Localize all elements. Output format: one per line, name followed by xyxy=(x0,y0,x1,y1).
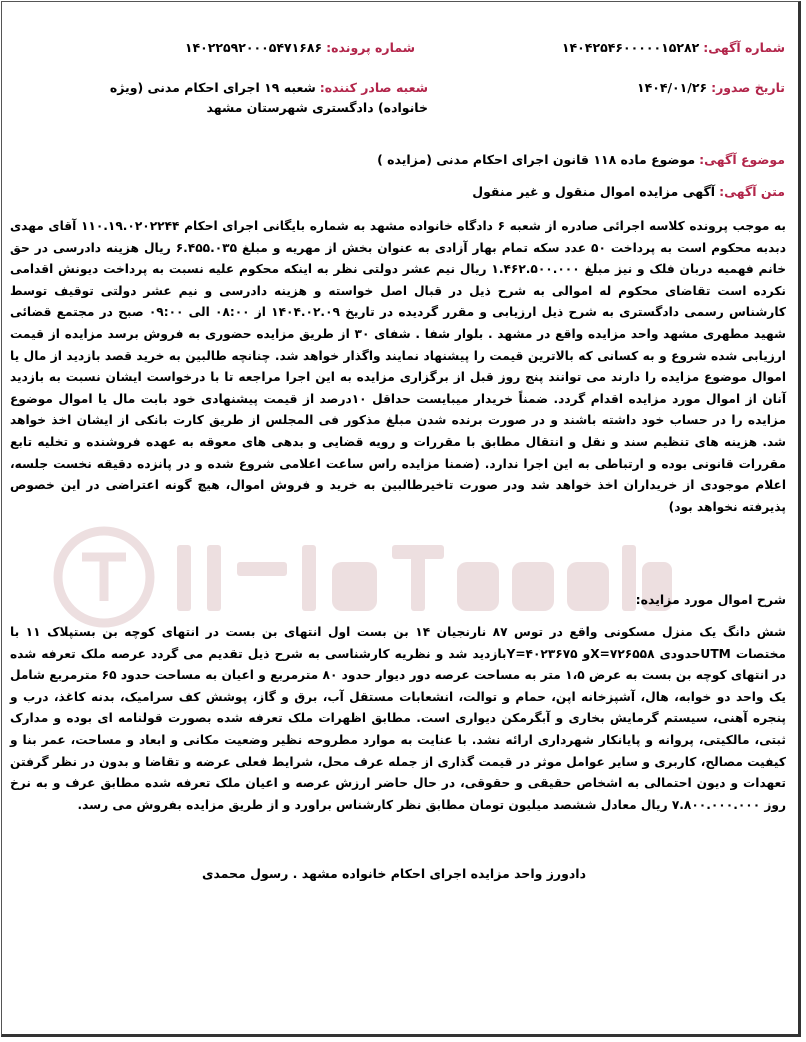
notice-title xyxy=(472,182,785,202)
notice-body-text: به موجب پرونده کلاسه اجرائی صادره از شعبه ۶ دادگاه خانواده مشهد به شماره بایگانی اجرای احکام ۱۱۰.۱۹.۰۲۰۲۲۴۴ آقای مهدی دبدبه محکوم است به پرداخت ۵۰ عدد سکه تمام بهار آزادی به عنوان بخش از مهریه و مبلغ ۶.۴۵۵.۰۳۵ ریال هزینه دادرسی در حق خانم فهمیه دربان فلک و نیز مبلغ ۱.۴۶۲.۵۰۰.۰۰۰ ریال نیم عشر دولتی نظر به اینکه محکوم علیه نسبت به پرداخت دیونش اقدامی نکرده است تقاضای محکوم له اموالی به شرح ذیل در قبال اصل خواسته و هزینه دادرسی و نیم عشر دولتی توقیف توسط کارشناس رسمی دادگستری به شرح ذیل ارزیابی و مقرر گردیده در تاریخ ۱۴۰۴.۰۲.۰۹ از ۰۸:۰۰ الی ۰۹:۰۰ صبح در مجتمع قضائی شهید مطهری مشهد واحد مزایده واقع در مشهد . بلوار شفا . شفای ۳۰ از طریق مزایده حضوری به فروش برسد مزایده از قیمت ارزیابی شده شروع و به کسانی که بالاترین قیمت را پیشنهاد نمایند واگذار خواهد شد. چنانچه طالبین به خرید قصد بازدید از مال یا اموال موضوع مزایده را دارند می توانند پنج روز قبل از برگزاری مزایده به این اجرا مراجعه تا با درخواست ایشان نسبت به بازدید آنان از اموال مورد مزایده اقدام گردد. ضمناً خریدار میبایست حداقل ۱۰درصد از قیمت پیشنهادی خود بابت مال یا اموال موضوع مزایده را در حساب خود داشته باشند و در صورت برنده شدن مبلغ مذکور فی المجلس از طریق کارت بانکی از ایشان اخذ خواهد شد. هزینه های تنظیم سند و نقل و انتقال مطابق با مقررات و رویه قضایی و بدهی های معوقه به عهده فروشنده و تخلیه تابع مقررات قانونی بوده و ارتباطی به این اجرا ندارد. (ضمنا مزایده راس ساعت اعلامی شروع شده و در پانزده دقیقه نخست جلسه، اعلام موجودی از خریداران اخذ خواهد شد ودر صورت تاخیرطالبین به خرید و فروش اموال، هیچ گونه اعتراضی در این خصوص پذیرفته نخواهد بود) xyxy=(10,219,787,514)
notice-number xyxy=(562,38,785,58)
watermark-logo xyxy=(42,517,682,637)
subject-label: موضوع آگهی: xyxy=(699,152,785,167)
property-description: شش دانگ یک منزل مسکونی واقع در توس ۸۷ نارنجیان ۱۴ بن بست اول انتهای بن بست در انتهای کوچه بن بستپلاک ۱۱ با مختصات UTMحدودی X=۷۲۶۵۵۸و Y=۴۰۲۳۶۷۵بازدید شد و نظریه کارشناسی به شرح ذیل تقدیم می گردد عرصه ملک تعرفه شده در انتهای کوچه بن بست به عرض ۱،۵ متر به مساحت عرصه دور دیوار حدود ۸۰ مترمربع و اعیان به مساحت حدود ۶۵ مترمربع شامل یک واحد دو خوابه، هال، آشپزخانه اپن، حمام و توالت، انشعابات مستقل آب، برق و گاز، پوشش کف سرامیک، بدنه کاغذ، درب و پنجره آهنی، سیستم گرمایش بخاری و آبگرمکن دیواری است. مطابق اظهرات ملک تعرفه شده بصورت قولنامه ای بوده و مدارک ثبتی، مالکیتی، پروانه و پایانکار شهرداری ارائه نشد. با عنایت به موارد مطروحه نظیر وضعیت مکانی و ابعاد و مساحت، عمر بنا و کیفیت مصالح، کاربری و سایر عوامل موثر در قیمت گذاری از جمله عرف محل، شرایط فعلی عرضه و تقاضا و بدون در نظر گرفتن تعهدات و دیون احتمالی به اشخاص حقیقی و حقوقی، در حال حاضر ارزش عرصه و اعیان ملک تعرفه شده مطابق عرف و به نرخ روز ۷.۸۰۰.۰۰۰.۰۰۰ ریال معادل ششصد میلیون تومان مطابق نظر کارشناس براورد و از طریق مزایده بفروش می رسد. xyxy=(10,625,786,812)
signature-line: دادورز واحد مزایده اجرای احکام خانواده مشهد . رسول محمدی xyxy=(201,866,586,881)
notice-number-value: ۱۴۰۴۲۵۴۶۰۰۰۰۰۱۵۲۸۲ xyxy=(561,40,700,55)
ad-title-value: آگهی مزایده اموال منقول و غیر منقول xyxy=(472,184,716,199)
notice-number-label: شماره آگهی: xyxy=(703,40,785,55)
case-number-label: شماره پرونده: xyxy=(326,40,415,55)
case-number xyxy=(185,38,415,58)
issuer-label: شعبه صادر کننده: xyxy=(319,80,428,95)
issue-date-label: تاریخ صدور: xyxy=(711,80,785,95)
subject-value: موضوع ماده ۱۱۸ قانون اجرای احکام مدنی (مزایده ) xyxy=(377,152,696,167)
issuer-value: شعبه ۱۹ اجرای احکام مدنی (ویژه خانواده) دادگستری شهرستان مشهد xyxy=(109,80,428,115)
ad-title-label: متن آگهی: xyxy=(719,184,785,199)
notice-document xyxy=(1,1,801,1037)
property-heading: شرح اموال مورد مزایده: xyxy=(635,592,786,607)
issue-date-value: ۱۴۰۴/۰۱/۲۶ xyxy=(636,80,708,95)
case-number-value: ۱۴۰۲۲۵۹۲۰۰۰۵۴۷۱۶۸۶ xyxy=(184,40,323,55)
issue-date xyxy=(637,78,785,98)
issuing-branch xyxy=(68,78,428,118)
notice-subject xyxy=(377,150,785,170)
